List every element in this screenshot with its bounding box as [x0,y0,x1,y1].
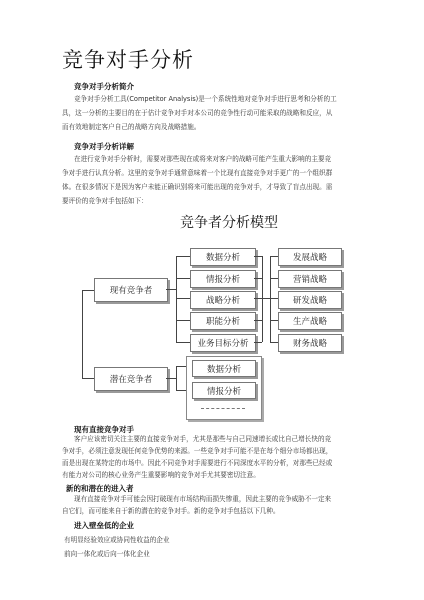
paragraph-line: 在进行竞争对手分析时，需要对那些现在或将来对客户的战略可能产生重大影响的主要竞 [74,155,332,163]
strategy-box: 营销战略 [278,270,342,288]
connector-line [176,320,190,321]
strategy-box: 发展战略 [278,248,342,266]
connector-line [254,256,262,257]
paragraph-line: 现有直接竞争对手可能会因打破现有市场结构而损失惨重，因此主要的竞争威胁不一定来 [74,495,332,503]
paragraph-direct [62,433,362,481]
current-competitor-box: 现有竞争者 [94,278,168,302]
connector-line [176,278,190,279]
paragraph-new-entrant [62,493,362,517]
paragraph-intro [62,92,362,134]
connector-line [270,256,271,342]
list-item: 有明显经验效应或协同性收益的企业 [64,536,170,544]
strategy-box: 研发战略 [278,291,342,309]
connector-line [262,256,263,342]
section-heading-direct: 现有直接竞争对手 [74,425,134,434]
potential-analysis-box: 情报分析 [192,382,256,399]
connector-line [270,342,278,343]
paragraph-line: 客户应该密切关注主要的直接竞争对手，尤其是那些与自己同速增长或比自己增长快的竞 [74,435,332,443]
connector-line [270,298,278,299]
analysis-box: 数据分析 [190,248,256,266]
connector-line [176,342,190,343]
analysis-box: 战略分析 [190,291,256,309]
analysis-box: 情报分析 [190,270,256,288]
connector-line [270,256,278,257]
connector-line [176,256,190,257]
paragraph-line: 争对手，必须注意发现任何竞争优势的来源。一些竞争对手可能不是在每个细分市场都出现， [62,447,333,455]
connector-line [270,278,278,279]
potential-analysis-box: 数据分析 [192,360,256,377]
analysis-box: 业务目标分析 [190,334,256,352]
paragraph-line: 而是出现在某特定的市场中。因此不同竞争对手需要进行不同深度水平的分析，对那些已经或 [62,459,333,467]
connector-line [176,390,186,391]
connector-line [176,366,186,367]
connector-line [254,278,262,279]
potential-competitor-box: 潜在竞争者 [94,367,168,391]
section-heading-detail: 竞争对手分析详解 [74,142,134,151]
list-item: 前向一体化或后向一体化企业 [64,550,150,558]
strategy-box: 财务战略 [278,334,342,352]
connector-line [82,378,94,379]
connector-line [176,256,177,342]
paragraph-detail [62,152,362,208]
analysis-box: 职能分析 [190,312,256,330]
paragraph-line: 体。在很多情况下是因为客户未能正确识别将来可能出现的竞争对手，才导致了盲点出现。需 [62,183,333,191]
diagram-title: 竞争者分析模型 [180,215,278,231]
paragraph-line: 争对手进行认真分析。这里的竞争对手通常意味着一个比现有直接竞争对手更广的一个组织群 [62,169,333,177]
paragraph-line: 要评价的竞争对手包括如下： [62,197,148,205]
page-title: 竞争对手分析 [62,48,194,72]
connector-line [166,289,176,290]
connector-line [254,320,262,321]
section-heading-new-entrant: 新的和潜在的进入者 [66,484,134,493]
paragraph-line: 竞争对手分析工具(Competitor Analysis)是一个系统性地对竞争对手进行思考和分析的工 [74,95,337,103]
connector-line [270,320,278,321]
section-heading-low-barrier: 进入壁垒低的企业 [74,521,134,530]
connector-line [82,290,94,291]
section-heading-intro: 竞争对手分析简介 [74,82,134,91]
connector-line [254,298,262,299]
paragraph-line: 自它们，而可能来自于新的潜在的竞争对手。新的竞争对手包括以下几种。 [62,507,280,515]
paragraph-line: 有能力对公司的核心业务产生重要影响的竞争对手尤其要密切注意。 [62,471,260,479]
dashed-placeholder-line [201,408,245,409]
connector-line [176,366,177,390]
paragraph-line: 具，这一分析的主要目的在于估计竞争对手对本公司的竞争性行动可能采取的战略和反应，从 [62,109,333,117]
connector-line [166,378,176,379]
paragraph-line: 而有效地制定客户自己的战略方向及战略措施。 [62,123,201,131]
connector-line [262,298,270,299]
connector-line [254,342,262,343]
connector-line [82,290,83,378]
strategy-box: 生产战略 [278,312,342,330]
connector-line [176,298,190,299]
